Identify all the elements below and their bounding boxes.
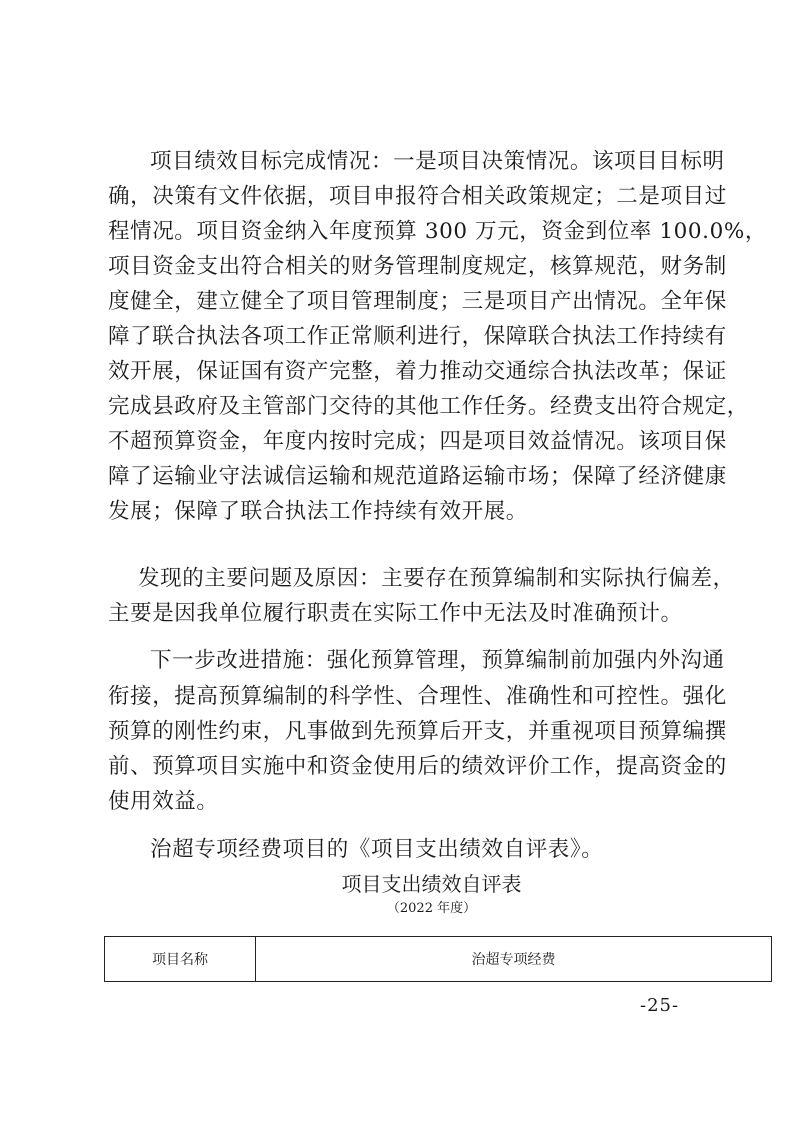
page-number: -25- xyxy=(640,995,680,1016)
paragraph-1-line-1: 项目绩效目标完成情况：一是项目决策情况。该项目目标明 xyxy=(150,149,725,174)
paragraph-3-line-3: 预算的刚性约束，凡事做到先预算后开支，并重视项目预算编撰 xyxy=(108,719,727,744)
paragraph-1-line-6: 障了联合执法各项工作正常顺利进行，保障联合执法工作持续有 xyxy=(108,324,727,349)
paragraph-1-line-8: 完成县政府及主管部门交待的其他工作任务。经费支出符合规定， xyxy=(108,394,749,419)
table-title: 项目支出绩效自评表 xyxy=(341,872,522,896)
paragraph-2-line-2: 主要是因我单位履行职责在实际工作中无法及时准确预计。 xyxy=(108,601,683,626)
paragraph-1-line-10: 障了运输业守法诚信运输和规范道路运输市场；保障了经济健康 xyxy=(108,464,727,489)
table-cell-project-name-value: 治超专项经费 xyxy=(471,952,556,968)
paragraph-1-line-7: 效开展，保证国有资产完整，着力推动交通综合执法改革；保证 xyxy=(108,359,727,384)
paragraph-1-line-3: 程情况。项目资金纳入年度预算 300 万元，资金到位率 100.0%， xyxy=(108,219,768,244)
paragraph-3-line-5: 使用效益。 xyxy=(108,789,219,814)
table-subtitle: （2022 年度） xyxy=(386,901,477,916)
paragraph-1-line-2: 确，决策有文件依据，项目申报符合相关政策规定；二是项目过 xyxy=(108,184,727,209)
paragraph-1-line-11: 发展；保障了联合执法工作持续有效开展。 xyxy=(108,499,528,524)
self-evaluation-table xyxy=(104,936,772,982)
paragraph-4-line-1: 治超专项经费项目的《项目支出绩效自评表》。 xyxy=(150,837,604,862)
paragraph-3-line-1: 下一步改进措施：强化预算管理，预算编制前加强内外沟通 xyxy=(150,648,725,673)
paragraph-3-line-2: 衔接，提高预算编制的科学性、合理性、准确性和可控性。强化 xyxy=(108,684,727,709)
paragraph-1-line-9: 不超预算资金，年度内按时完成；四是项目效益情况。该项目保 xyxy=(108,429,727,454)
paragraph-1-line-4: 项目资金支出符合相关的财务管理制度规定，核算规范，财务制 xyxy=(108,254,727,279)
paragraph-3-line-4: 前、预算项目实施中和资金使用后的绩效评价工作，提高资金的 xyxy=(108,754,727,779)
table-cell-project-name-label: 项目名称 xyxy=(105,937,256,981)
paragraph-2-line-1: 发现的主要问题及原因：主要存在预算编制和实际执行偏差， xyxy=(138,566,735,591)
paragraph-1-line-5: 度健全，建立健全了项目管理制度；三是项目产出情况。全年保 xyxy=(108,289,727,314)
